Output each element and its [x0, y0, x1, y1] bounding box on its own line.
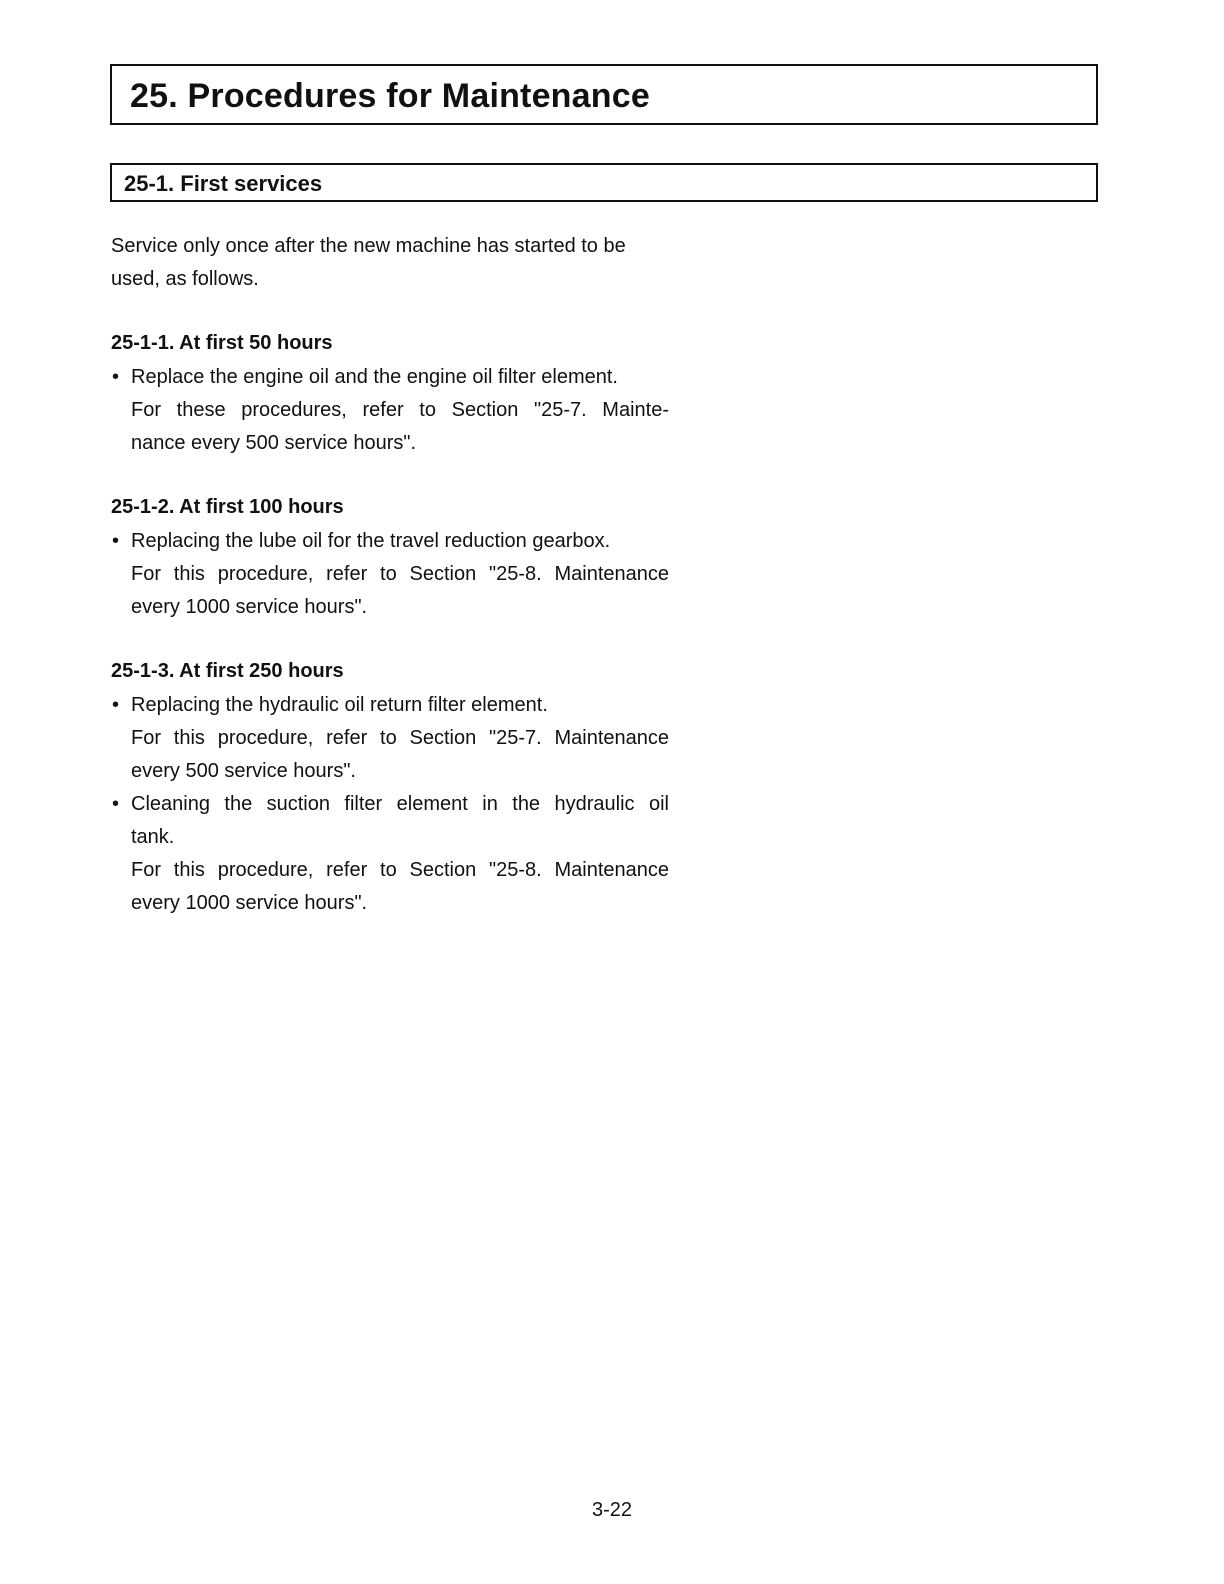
- bullet-icon: •: [112, 366, 120, 388]
- subsection-250-hours: [111, 655, 669, 920]
- list-item: [111, 689, 669, 788]
- section-header: [110, 163, 1098, 202]
- item-line: Replacing the hydraulic oil return filter element.: [131, 694, 548, 716]
- subsection-title: 25-1-2. At first 100 hours: [111, 496, 344, 518]
- section-title: 25-1. First services: [124, 171, 323, 196]
- list-item: [111, 788, 669, 920]
- item-line: every 1000 service hours".: [131, 892, 368, 914]
- list-item: [111, 361, 669, 460]
- intro-paragraph: [111, 230, 669, 296]
- list-item: [111, 525, 669, 624]
- subsection-50-hours: [111, 327, 669, 460]
- chapter-title: 25. Procedures for Maintenance: [130, 77, 650, 115]
- item-line: every 1000 service hours".: [131, 596, 368, 618]
- item-line: Replace the engine oil and the engine oil filter element.: [131, 366, 618, 388]
- intro-line: used, as follows.: [111, 268, 259, 290]
- item-line: For this procedure, refer to Section "25-8. Maintenance: [131, 859, 669, 881]
- item-list: [111, 689, 669, 920]
- item-line: Cleaning the suction filter element in the hydraulic oil: [131, 793, 669, 815]
- section-body: [111, 230, 669, 920]
- bullet-icon: •: [112, 530, 120, 552]
- bullet-icon: •: [112, 793, 120, 815]
- item-list: [111, 525, 669, 624]
- item-list: [111, 361, 669, 460]
- subsection-100-hours: [111, 491, 669, 624]
- page-number: 3-22: [591, 1499, 633, 1521]
- item-line: Replacing the lube oil for the travel reduction gearbox.: [131, 530, 611, 552]
- item-line: For this procedure, refer to Section "25-7. Maintenance: [131, 727, 669, 749]
- bullet-icon: •: [112, 694, 120, 716]
- item-line: tank.: [131, 826, 175, 848]
- item-line: every 500 service hours".: [131, 760, 356, 782]
- item-line: For these procedures, refer to Section "25-7. Mainte-: [131, 399, 669, 421]
- chapter-header: [110, 64, 1098, 125]
- intro-line: Service only once after the new machine has started to be: [111, 235, 626, 257]
- item-line: For this procedure, refer to Section "25-8. Maintenance: [131, 563, 669, 585]
- subsection-title: 25-1-3. At first 250 hours: [111, 660, 344, 682]
- item-line: nance every 500 service hours".: [131, 432, 417, 454]
- subsection-title: 25-1-1. At first 50 hours: [111, 332, 333, 354]
